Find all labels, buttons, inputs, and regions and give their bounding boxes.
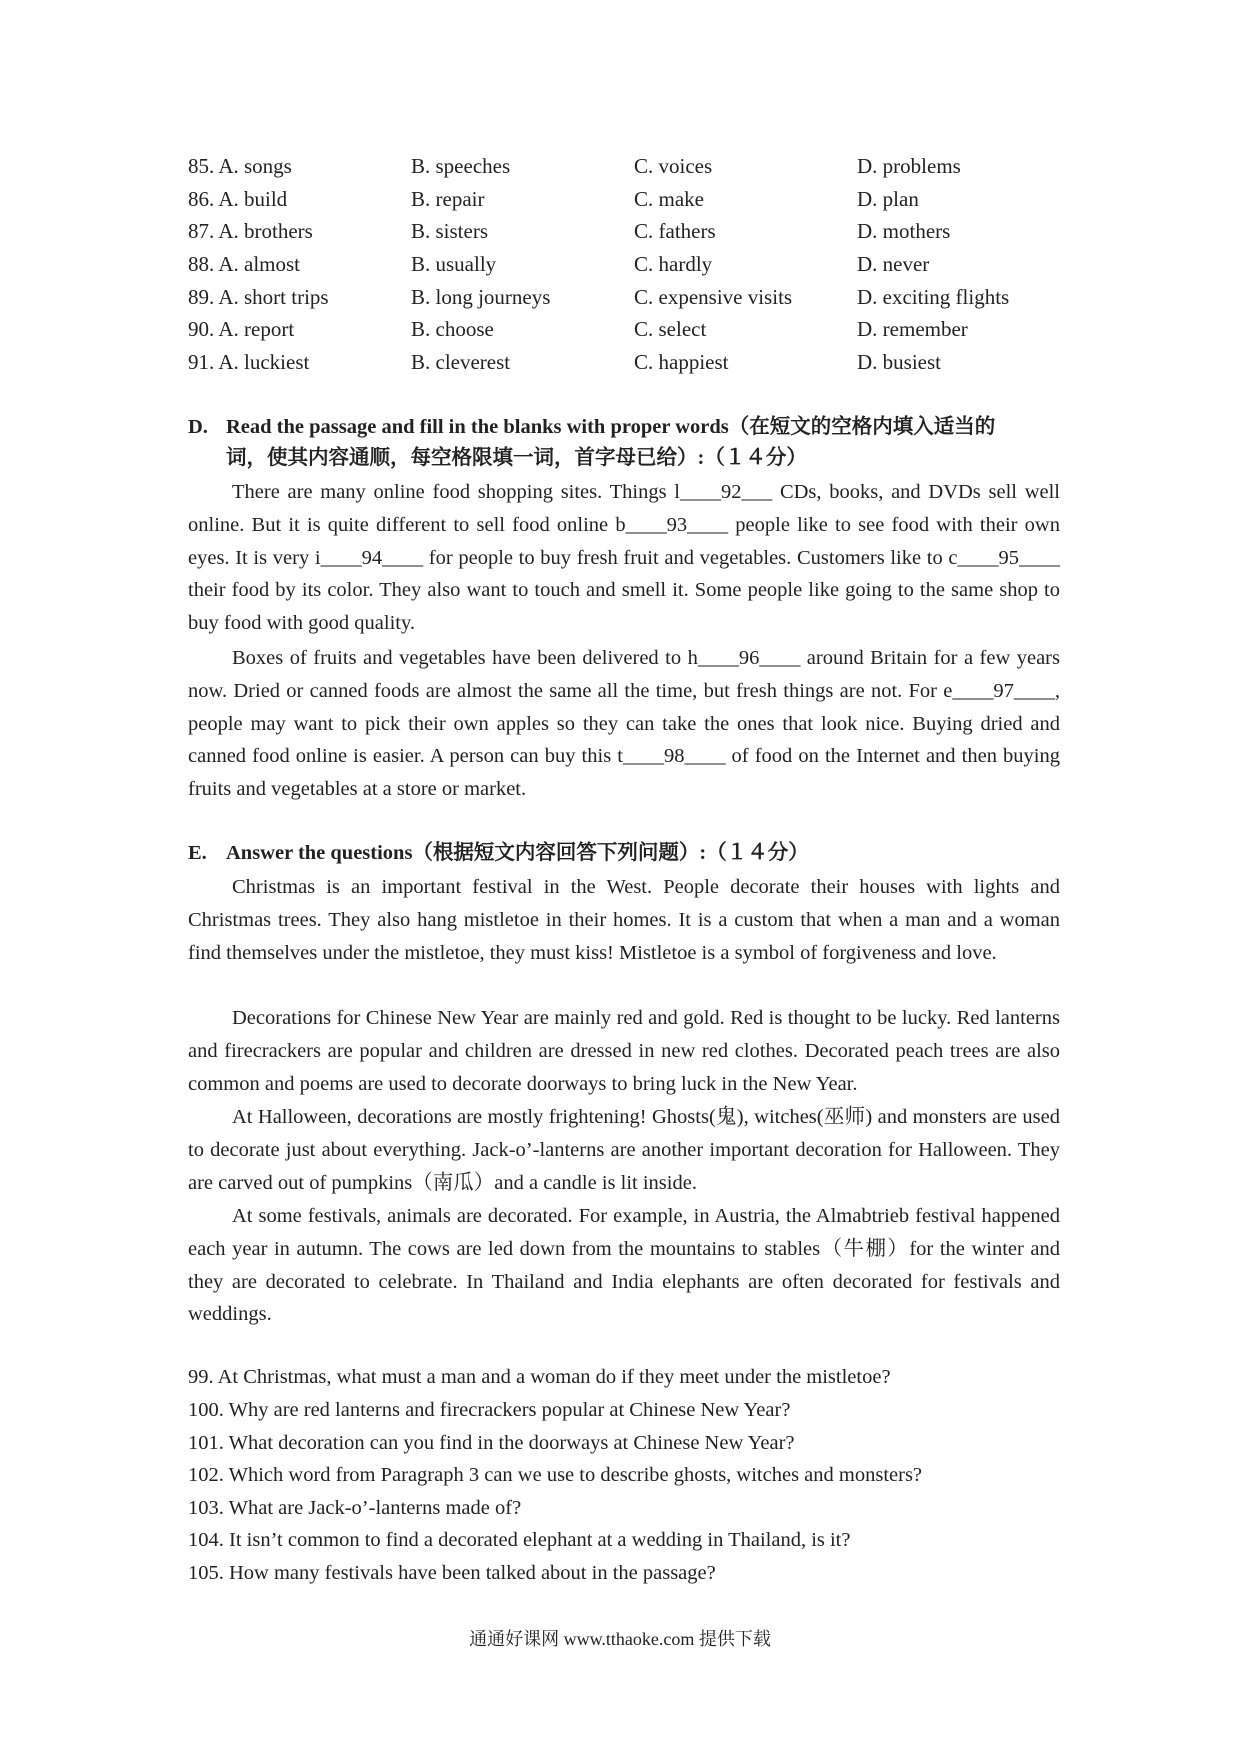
option-row — [188, 346, 1080, 379]
option-row — [188, 281, 1080, 314]
section-e-paragraph-4: At some festivals, animals are decorated. For example, in Austria, the Almabtrieb festival happened each year in autumn. The cows are led down from the mountains to stables（牛棚）for the winter and they are decorated to celebrate. In Thailand and India elephants are often decorated for festivals and weddings. — [188, 1205, 1060, 1326]
option-a: 87. A. brothers — [188, 219, 313, 244]
option-a: 91. A. luckiest — [188, 349, 310, 374]
option-b: B. repair — [411, 186, 485, 211]
option-c: C. fathers — [634, 219, 716, 244]
option-c: C. select — [634, 317, 707, 342]
section-d-letter: D. — [188, 416, 208, 438]
question-105: 105. How many festivals have been talked about in the passage? — [188, 1562, 716, 1584]
option-row — [188, 215, 1080, 248]
section-d-heading — [188, 412, 995, 474]
option-d: D. remember — [857, 317, 968, 342]
option-row — [188, 150, 1080, 183]
footer-credit: 通通好课网 www.tthaoke.com 提供下载 — [469, 1629, 771, 1649]
option-b: B. speeches — [411, 153, 511, 178]
option-b: B. choose — [411, 317, 494, 342]
option-a: 88. A. almost — [188, 251, 301, 276]
option-b: B. cleverest — [411, 349, 511, 374]
option-d: D. busiest — [857, 349, 941, 374]
option-d: D. problems — [857, 153, 961, 178]
section-e-paragraph-2: Decorations for Chinese New Year are mainly red and gold. Red is thought to be lucky. Red lanterns and firecrackers are popular and children are dressed in new red clothes. Decorated peach trees are also common and poems are used to decorate doorways to bring luck in the New Year. — [188, 1007, 1060, 1095]
section-d-paragraph-1: There are many online food shopping sites. Things l____92___ CDs, books, and DVDs sell well online. But it is quite different to sell food online b____93____ people like to see food with their own eyes. It is very i____94____ for people to buy fresh fruit and vegetables. Customers like to c____95____ their food by its color. They also want to touch and smell it. Some people like going to the same shop to buy food with good quality. — [188, 481, 1060, 635]
option-row — [188, 248, 1080, 281]
section-e-paragraph-3: At Halloween, decorations are mostly frightening! Ghosts(鬼), witches(巫师) and monsters are used to decorate just about everything. Jack-o’-lanterns are another important decoration for Halloween. They are carved out of pumpkins（南瓜）and a candle is lit inside. — [188, 1106, 1060, 1194]
section-e-paragraph-1: Christmas is an important festival in the West. People decorate their houses with lights and Christmas trees. They also hang mistletoe in their homes. It is a custom that when a man and a woman find themselves under the mistletoe, they must kiss! Mistletoe is a symbol of forgiveness and love. — [188, 876, 1060, 964]
option-c: C. make — [634, 186, 704, 211]
section-d-heading-line2: 词，使其内容通顺，每空格限填一词，首字母已给）:（１４分） — [226, 447, 807, 469]
option-a: 86. A. build — [188, 186, 288, 211]
option-b: B. long journeys — [411, 284, 551, 309]
option-b: B. sisters — [411, 219, 489, 244]
option-c: C. happiest — [634, 349, 729, 374]
option-a: 89. A. short trips — [188, 284, 329, 309]
option-c: C. voices — [634, 153, 713, 178]
section-e-letter: E. — [188, 842, 207, 864]
question-101: 101. What decoration can you find in the doorways at Chinese New Year? — [188, 1432, 795, 1454]
question-104: 104. It isn’t common to find a decorated elephant at a wedding in Thailand, is it? — [188, 1529, 851, 1551]
option-c: C. hardly — [634, 251, 713, 276]
question-103: 103. What are Jack-o’-lanterns made of? — [188, 1497, 522, 1519]
options-table — [188, 150, 1080, 379]
option-d: D. exciting flights — [857, 284, 1010, 309]
option-row — [188, 183, 1080, 216]
question-99: 99. At Christmas, what must a man and a woman do if they meet under the mistletoe? — [188, 1366, 891, 1388]
option-d: D. never — [857, 251, 930, 276]
option-a: 85. A. songs — [188, 153, 292, 178]
option-d: D. plan — [857, 186, 919, 211]
section-e-heading — [188, 838, 809, 869]
section-d-paragraph-2: Boxes of fruits and vegetables have been delivered to h____96____ around Britain for a few years now. Dried or canned foods are almost the same all the time, but fresh things are not. For e____97____, people may want to pick their own apples so they can take the ones that look nice. Buying dried and canned food online is easier. A person can buy this t____98____ of food on the Internet and then buying fruits and vegetables at a store or market. — [188, 647, 1060, 801]
option-row — [188, 313, 1080, 346]
question-102: 102. Which word from Paragraph 3 can we use to describe ghosts, witches and monsters? — [188, 1464, 923, 1486]
section-e-heading-text: Answer the questions（根据短文内容回答下列问题）:（１４分） — [226, 842, 809, 864]
option-a: 90. A. report — [188, 317, 295, 342]
option-c: C. expensive visits — [634, 284, 793, 309]
question-100: 100. Why are red lanterns and firecrackers popular at Chinese New Year? — [188, 1399, 791, 1421]
section-d-heading-text: Read the passage and fill in the blanks with proper words（在短文的空格内填入适当的 — [226, 416, 996, 438]
option-d: D. mothers — [857, 219, 951, 244]
option-b: B. usually — [411, 251, 497, 276]
